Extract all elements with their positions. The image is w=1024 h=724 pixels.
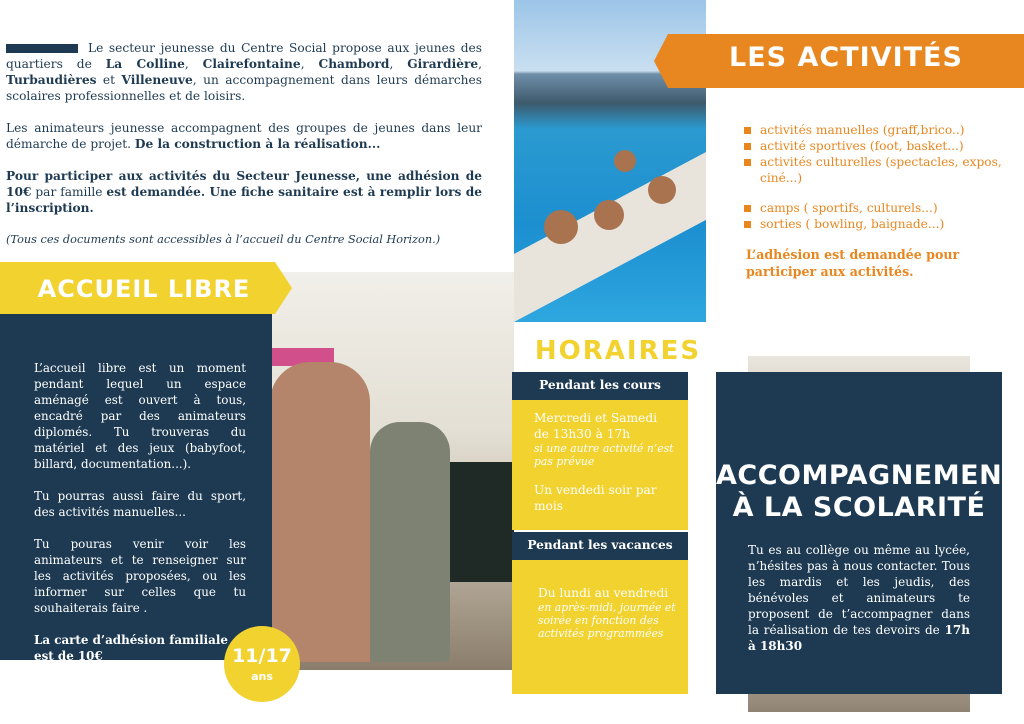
place-name: La Colline bbox=[105, 57, 185, 71]
list-item: activité sportives (foot, basket...) bbox=[744, 138, 1014, 154]
place-name: Villeneuve bbox=[121, 73, 193, 87]
accueil-paragraph: Tu pouras venir voir les animateurs et te renseigner sur les activités proposées, ou les informer sur celles que tu souhaiterais faire . bbox=[34, 537, 246, 615]
place-name: Clairefontaine bbox=[202, 57, 301, 71]
intro-accent-bar bbox=[6, 44, 78, 53]
list-item: activités culturelles (spectacles, expos, ciné...) bbox=[744, 154, 1014, 186]
intro-paragraph-3: Pour participer aux activités du Secteur Jeunesse, une adhésion de 10€ par famille est demandée. Une fiche sanitaire est à remplir lors de l’inscription. bbox=[6, 169, 482, 215]
bullet-square-icon bbox=[744, 127, 751, 134]
bullet-square-icon bbox=[744, 205, 751, 212]
vacances-label: Pendant les vacances bbox=[527, 538, 673, 552]
age-unit: ans bbox=[251, 670, 273, 683]
kid-head bbox=[594, 200, 624, 230]
boy-figure bbox=[370, 422, 450, 662]
activites-header-notch bbox=[654, 34, 668, 88]
accueil-paragraph: L’accueil libre est un moment pendant lequel un espace aménagé est ouvert à tous, encadré par des animateurs diplomés. Tu trouveras du matériel et des jeux (babyfoot, billard, documentation...). bbox=[34, 361, 246, 471]
intro-note: (Tous ces documents sont accessibles à l’accueil du Centre Social Horizon.) bbox=[6, 233, 441, 246]
pool-edge bbox=[514, 147, 706, 322]
bullet-square-icon bbox=[744, 221, 751, 228]
list-item: sorties ( bowling, baignade...) bbox=[744, 216, 1014, 232]
scolarite-title: ACCOMPAGNEMENT À LA SCOLARITÉ bbox=[716, 460, 1022, 523]
ping-pong-photo bbox=[270, 272, 514, 670]
list-item: activités manuelles (graff,brico..) bbox=[744, 122, 1014, 138]
age-range: 11/17 bbox=[232, 645, 292, 667]
list-item: camps ( sportifs, culturels...) bbox=[744, 200, 1014, 216]
kid-head bbox=[544, 210, 578, 244]
accueil-title: ACCUEIL LIBRE bbox=[37, 275, 251, 303]
cours-label: Pendant les cours bbox=[539, 378, 661, 392]
activities-note: L’adhésion est demandée pour participer aux activités. bbox=[746, 247, 960, 279]
place-name: Girardière bbox=[407, 57, 479, 71]
activites-title: LES ACTIVITÉS bbox=[729, 42, 963, 73]
intro-paragraph-1: Le secteur jeunesse du Centre Social propose aux jeunes des quartiers de La Colline, Clairefontaine, Chambord, Girardière, Turbaudières et Villeneuve, un accompagnement dans leurs démarches scolaires professionnelles et de loisirs. bbox=[6, 41, 482, 103]
place-name: Chambord bbox=[318, 57, 390, 71]
kid-head bbox=[614, 150, 636, 172]
accueil-text bbox=[34, 360, 246, 680]
place-name: Turbaudières bbox=[6, 73, 97, 87]
cours-schedule: Mercredi et Samedi de 13h30 à 17h si une autre activité n’est pas prévue Un vendedi soir par mois bbox=[534, 411, 674, 513]
accueil-price: La carte d’adhésion familiale est de 10€ bbox=[34, 633, 228, 663]
kid-head bbox=[648, 176, 676, 204]
girl-figure bbox=[270, 362, 370, 662]
intro-paragraph-2: Les animateurs jeunesse accompagnent des groupes de jeunes dans leur démarche de projet. De la construction à la réalisation... bbox=[6, 121, 482, 151]
bullet-square-icon bbox=[744, 159, 751, 166]
horaires-title: HORAIRES bbox=[534, 336, 702, 366]
activities-list bbox=[744, 122, 1014, 232]
bullet-square-icon bbox=[744, 143, 751, 150]
vacances-schedule: Du lundi au vendredi en après-midi, journée et soirée en fonction des activités programmées bbox=[538, 586, 676, 640]
intro-section bbox=[6, 40, 482, 264]
accueil-paragraph: Tu pourras aussi faire du sport, des activités manuelles... bbox=[34, 489, 246, 519]
scolarite-text: Tu es au collège ou même au lycée, n’hésites pas à nous contacter. Tous les mardis et les jeudis, des bénévoles et animateurs te proposent de t’accompagner dans la réalisation de tes devoirs de 17h à 18h30 bbox=[748, 543, 970, 653]
